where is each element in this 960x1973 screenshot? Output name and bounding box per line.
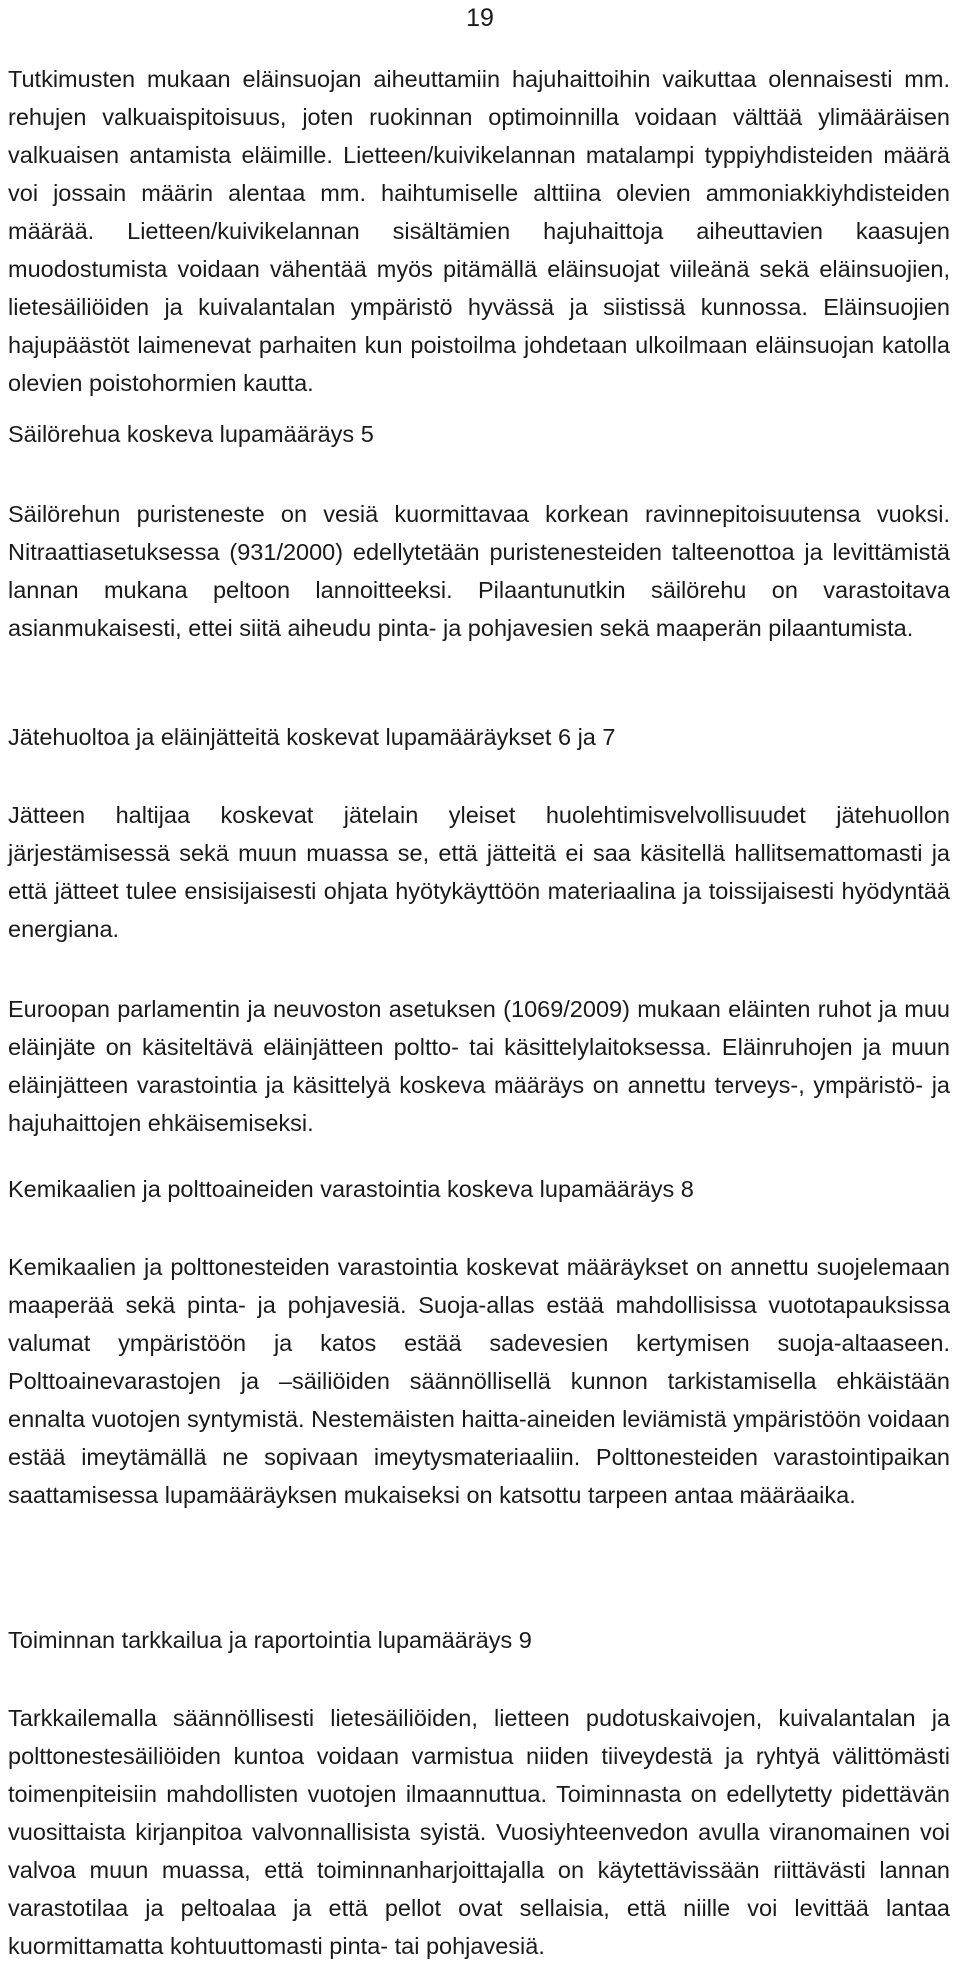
page-content <box>8 60 950 1959</box>
page-number: 19 <box>466 4 494 32</box>
eu-regulation-paragraph: Euroopan parlamentin ja neuvoston asetuksen (1069/2009) mukaan eläinten ruhot ja muu eläinjäte on käsiteltävä eläinjätteen poltto- tai käsittelylaitoksessa. Eläinruhojen ja muun eläinjätteen varastointia ja käsittelyä koskeva määräys on annettu terveys-, ympäristö- ja hajuhaittojen ehkäisemiseksi. <box>8 996 950 1136</box>
intro-paragraph: Tutkimusten mukaan eläinsuojan aiheuttamiin hajuhaittoihin vaikuttaa olennaisesti mm. rehujen valkuaispitoisuus, joten ruokinnan optimoinnilla voidaan välttää ylimääräisen valkuaisen antamista eläimille. Lietteen/kuivikelannan matalampi typpiyhdisteiden määrä voi jossain määrin alentaa mm. haihtumiselle alttiina olevien ammoniakkiyhdisteiden määrää. Lietteen/kuivikelannan sisältämien hajuhaittoja aiheuttavien kaasujen muodostumista voidaan vähentää myös pitämällä eläinsuojat viileänä sekä eläinsuojien, lietesäiliöiden ja kuivalantalan ympäristö hyvässä ja siistissä kunnossa. Eläinsuojien hajupäästöt laimenevat parhaiten kun poistoilma johdetaan ulkoilmaan eläinsuojan katolla olevien poistohormien kautta. <box>8 66 950 396</box>
monitoring-paragraph: Tarkkailemalla säännöllisesti lietesäiliöiden, lietteen pudotuskaivojen, kuivalantalan ja polttonestesäiliöiden kuntoa voidaan varmistua niiden tiiveydestä ja ryhtyä välittömästi toimenpiteisiin mahdollisten vuotojen ilmaannuttua. Toiminnasta on edellytetty pidettävän vuosittaista kirjanpitoa valvonnallisista syistä. Vuosiyhteenvedon avulla viranomainen voi valvoa muun muassa, että toiminnanharjoittajalla on käytettävissään riittävästi lannan varastotilaa ja peltoalaa ja että pellot ovat sellaisia, että niille voi levittää lantaa kuormittamatta kohtuuttomasti pinta- tai pohjavesiä. <box>8 1705 950 1959</box>
silage-paragraph: Säilörehun puristeneste on vesiä kuormittavaa korkean ravinnepitoisuutensa vuoksi. Nitraattiasetuksessa (931/2000) edellytetään puristenesteiden talteenottoa ja levittämistä lannan mukana peltoon lannoitteeksi. Pilaantunutkin säilörehu on varastoitava asianmukaisesti, ettei siitä aiheudu pinta- ja pohjavesien sekä maaperän pilaantumista. <box>8 501 950 641</box>
silage-heading: Säilörehua koskeva lupamääräys 5 <box>8 421 374 447</box>
waste-heading: Jätehuoltoa ja eläinjätteitä koskevat lupamääräykset 6 ja 7 <box>8 724 616 750</box>
chemicals-heading: Kemikaalien ja polttoaineiden varastointia koskeva lupamääräys 8 <box>8 1176 694 1202</box>
waste-paragraph: Jätteen haltijaa koskevat jätelain yleiset huolehtimisvelvollisuudet jätehuollon järjestämisessä sekä muun muassa se, että jätteitä ei saa käsitellä hallitsemattomasti ja että jätteet tulee ensisijaisesti ohjata hyötykäyttöön materiaalina ja toissijaisesti hyödyntää energiana. <box>8 802 950 942</box>
monitoring-heading: Toiminnan tarkkailua ja raportointia lupamääräys 9 <box>8 1627 532 1653</box>
chemicals-paragraph: Kemikaalien ja polttonesteiden varastointia koskevat määräykset on annettu suojelemaan maaperää sekä pinta- ja pohjavesiä. Suoja-allas estää mahdollisissa vuototapauksissa valumat ympäristöön ja katos estää sadevesien kertymisen suoja-altaaseen. Polttoainevarastojen ja –säiliöiden säännöllisellä kunnon tarkistamisella ehkäistään ennalta vuotojen syntymistä. Nestemäisten haitta-aineiden leviämistä ympäristöön voidaan estää imeytämällä ne sopivaan imeytysmateriaaliin. Polttonesteiden varastointipaikan saattamisessa lupamääräyksen mukaiseksi on katsottu tarpeen antaa määräaika. <box>8 1254 950 1508</box>
